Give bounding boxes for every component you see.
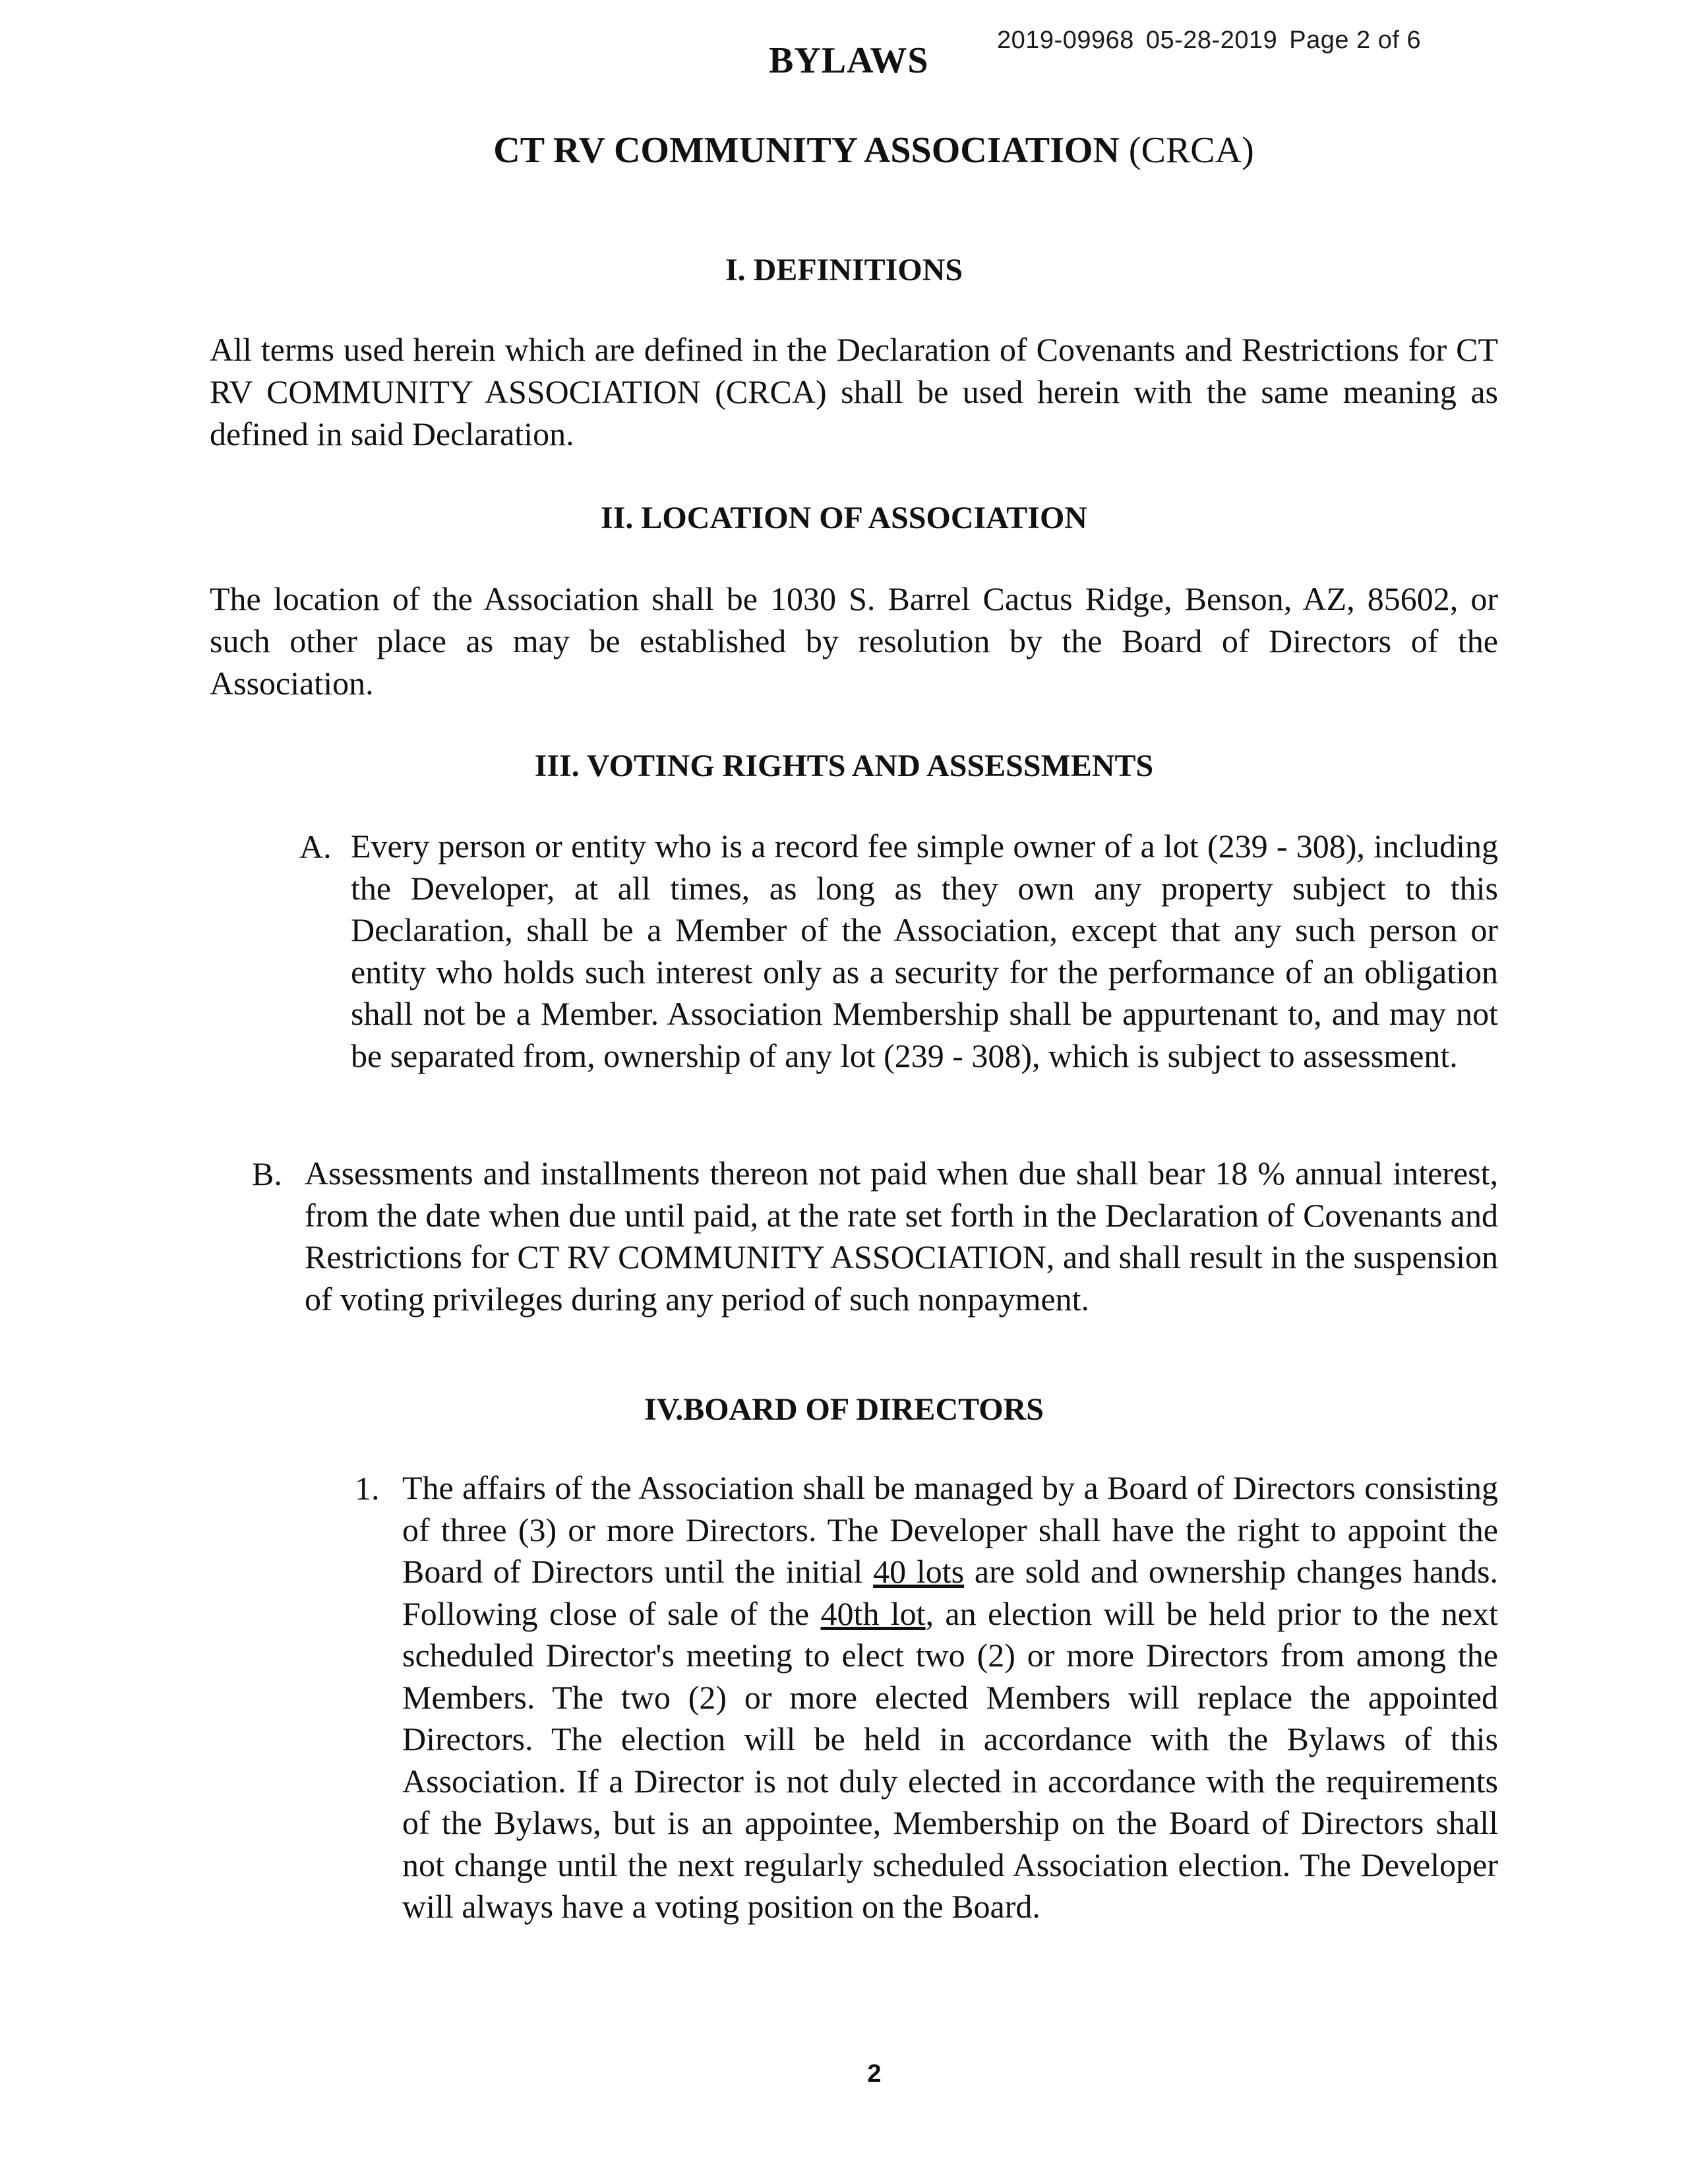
list-marker-1: 1. xyxy=(355,1470,380,1507)
list-marker-a: A. xyxy=(299,828,332,865)
document-title xyxy=(0,129,1688,171)
recording-stamp xyxy=(997,26,1433,55)
recording-number: 2019-09968 xyxy=(997,26,1134,54)
page-info: Page 2 of 6 xyxy=(1289,26,1422,54)
document-type-heading: BYLAWS xyxy=(769,40,929,81)
section-heading-definitions: I. DEFINITIONS xyxy=(725,253,963,288)
definitions-paragraph: All terms used herein which are defined in the Declaration of Covenants and Restrictions for CT RV COMMUNITY ASSOCIATION (CRCA) shall be used herein with the same meaning as defined in said Declaration. xyxy=(210,331,1498,452)
page-number: 2 xyxy=(867,2060,882,2088)
voting-item-a: Every person or entity who is a record fee simple owner of a lot (239 - 308), including the Developer, at all times, as long as they own any property subject to this Declaration, shall be a Member of the Association, except that any such person or entity who holds such interest only as a security for the performance of an obligation shall not be a Member. Association Membership shall be appurtenant to, and may not be separated from, ownership of any lot (239 - 308), which is subject to assessment. xyxy=(351,828,1498,1074)
board-text-part-2: are sold and ownership changes hands. Following close of sale of the xyxy=(402,1553,1498,1632)
underlined-40th-lot: 40th lot xyxy=(820,1594,926,1632)
list-marker-b: B. xyxy=(252,1155,282,1192)
section-heading-location: II. LOCATION OF ASSOCIATION xyxy=(601,501,1087,535)
section-heading-voting-rights: III. VOTING RIGHTS AND ASSESSMENTS xyxy=(534,748,1154,783)
board-item-1 xyxy=(402,1467,1498,1928)
association-name: CT RV COMMUNITY ASSOCIATION xyxy=(493,130,1120,171)
section-heading-board-of-directors: IV.BOARD OF DIRECTORS xyxy=(644,1392,1044,1427)
recording-date: 05-28-2019 xyxy=(1145,26,1278,54)
board-text-part-1: The affairs of the Association shall be managed by a Board of Directors consisting of three (3) or more Directors. The Developer shall have the right to appoint the Board of Directors until the initial xyxy=(402,1469,1498,1590)
underlined-40-lots: 40 lots xyxy=(873,1553,965,1590)
voting-item-b: Assessments and installments thereon not paid when due shall bear 18 % annual interest, from the date when due until paid, at the rate set forth in the Declaration of Covenants and Restrictions for CT RV COMMUNITY ASSOCIATION, and shall result in the suspension of voting privileges during any period of such nonpayment. xyxy=(305,1155,1498,1318)
association-abbreviation: (CRCA) xyxy=(1128,130,1254,171)
board-text-part-3: , an election will be held prior to the next scheduled Director's meeting to elect two (2) or more Directors from among the Members. The two (2) or more elected Members will replace the appointed Directors. The election will be held in accordance with the Bylaws of this Association. If a Director is not duly elected in accordance with the requirements of the Bylaws, but is an appointee, Membership on the Board of Directors shall not change until the next regularly scheduled Association election. The Developer will always have a voting position on the Board. xyxy=(402,1594,1498,1925)
location-paragraph: The location of the Association shall be 1030 S. Barrel Cactus Ridge, Benson, AZ, 85602, or such other place as may be established by resolution by the Board of Directors of the Association. xyxy=(210,580,1498,702)
